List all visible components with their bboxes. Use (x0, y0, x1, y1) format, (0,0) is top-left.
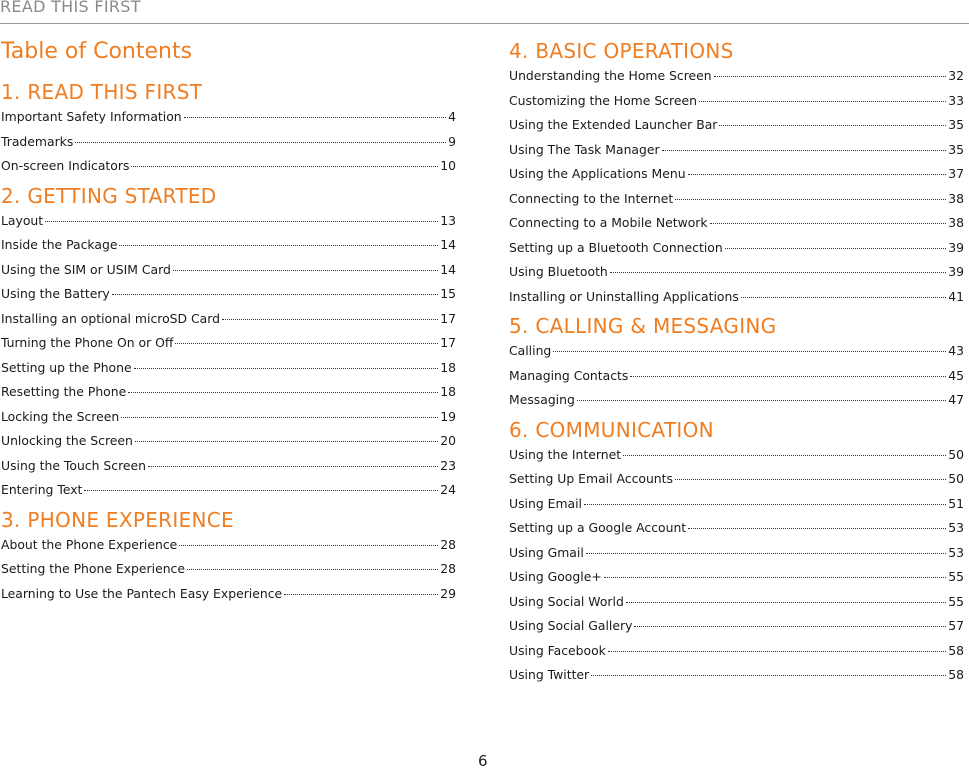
dot-leader (584, 504, 946, 505)
toc-entry-page: 39 (948, 239, 964, 255)
dot-leader (634, 626, 946, 627)
toc-entry-label: Setting up a Google Account (509, 520, 687, 535)
section-heading: 1. READ THIS FIRST (1, 80, 203, 104)
toc-entry[interactable] (509, 443, 964, 468)
dot-leader (608, 651, 946, 652)
toc-entry-label: Learning to Use the Pantech Easy Experience (1, 585, 283, 601)
toc-left-column (1, 38, 456, 610)
toc-entry[interactable] (1, 429, 456, 454)
toc-entry[interactable] (509, 211, 964, 236)
toc-entry[interactable] (509, 639, 964, 664)
page-number: 6 (478, 752, 488, 770)
toc-entry-page: 50 (948, 471, 964, 486)
toc-entry-label: Using the Touch Screen (1, 457, 146, 473)
toc-entry-page: 35 (948, 141, 964, 157)
toc-entry-label: Understanding the Home Screen (509, 68, 712, 83)
toc-entry-label: Entering Text (1, 482, 83, 497)
toc-entry[interactable] (509, 467, 964, 492)
toc-entry[interactable] (509, 364, 964, 389)
toc-entry[interactable] (1, 478, 456, 503)
dot-leader (119, 245, 438, 246)
toc-entry[interactable] (1, 258, 456, 283)
toc-section (1, 79, 456, 179)
dot-leader (131, 166, 438, 167)
toc-entry-label: Turning the Phone On or Off (1, 335, 174, 350)
toc-entry-label: Installing an optional microSD Card (1, 310, 220, 326)
toc-entry-page: 28 (440, 561, 456, 576)
toc-entry[interactable] (509, 89, 964, 114)
toc-entry-page: 39 (948, 264, 964, 279)
toc-entry-page: 18 (440, 384, 456, 399)
toc-section (509, 313, 964, 413)
dot-leader (134, 368, 439, 369)
dot-leader (610, 272, 946, 273)
dot-leader (553, 351, 946, 352)
dot-leader (630, 376, 946, 377)
dot-leader (604, 577, 947, 578)
dot-leader (710, 223, 947, 224)
toc-section (1, 183, 456, 503)
toc-entry[interactable] (509, 516, 964, 541)
dot-leader (623, 455, 946, 456)
toc-entry-page: 14 (440, 237, 456, 252)
toc-entry-page: 18 (440, 359, 456, 375)
toc-entry[interactable] (509, 285, 964, 310)
toc-entry[interactable] (1, 405, 456, 430)
toc-entry-label: Using Social Gallery (509, 618, 633, 633)
toc-entry[interactable] (1, 356, 456, 381)
toc-entry-page: 43 (948, 343, 964, 358)
toc-entry[interactable] (1, 307, 456, 332)
section-heading: 6. COMMUNICATION (509, 417, 714, 442)
toc-entry[interactable] (509, 492, 964, 517)
toc-entry[interactable] (509, 260, 964, 285)
dot-leader (135, 441, 438, 442)
dot-leader (591, 675, 946, 676)
toc-entry-page: 13 (440, 212, 456, 228)
dot-leader (148, 466, 438, 467)
toc-entry-page: 24 (440, 482, 456, 497)
toc-entry-page: 23 (440, 457, 456, 473)
section-heading: 5. CALLING & MESSAGING (509, 314, 777, 338)
dot-leader (84, 490, 438, 491)
running-header: READ THIS FIRST (0, 0, 141, 16)
toc-entry-label: Resetting the Phone (1, 384, 127, 399)
toc-entry[interactable] (1, 233, 456, 258)
toc-entry-label: Using Facebook (509, 642, 606, 658)
toc-entry[interactable] (509, 339, 964, 364)
toc-entry[interactable] (509, 388, 964, 413)
toc-entry-page: 38 (948, 190, 964, 206)
toc-entry-page: 55 (948, 569, 964, 584)
dot-leader (175, 343, 438, 344)
toc-entry-label: Setting up the Phone (1, 359, 132, 375)
toc-entry-page: 32 (948, 68, 964, 83)
toc-entry-label: Using Email (509, 495, 583, 511)
toc-entry-page: 15 (440, 286, 456, 301)
toc-entry-label: Locking the Screen (1, 408, 120, 424)
toc-entry-label: Using Gmail (509, 544, 584, 560)
toc-entry[interactable] (1, 557, 456, 582)
dot-leader (675, 199, 946, 200)
toc-entry-page: 55 (948, 593, 964, 609)
toc-entry[interactable] (1, 331, 456, 356)
right-sections (509, 38, 964, 688)
toc-entry-label: Setting Up Email Accounts (509, 471, 673, 486)
dot-leader (586, 553, 946, 554)
dot-leader (662, 150, 947, 151)
toc-entry-label: Using the Extended Launcher Bar (509, 117, 718, 132)
toc-entry-label: Using the SIM or USIM Card (1, 261, 171, 277)
toc-entry-page: 28 (440, 536, 456, 552)
toc-entry-label: Using the Battery (1, 286, 110, 301)
toc-entry[interactable] (509, 565, 964, 590)
toc-entry[interactable] (509, 590, 964, 615)
toc-entry[interactable] (1, 154, 456, 179)
toc-entry[interactable] (509, 663, 964, 688)
toc-entry-page: 37 (948, 166, 964, 181)
dot-leader (45, 221, 438, 222)
dot-leader (688, 528, 946, 529)
toc-entry-page: 20 (440, 433, 456, 448)
toc-entry-label: Using The Task Manager (509, 141, 660, 157)
page-title: Table of Contents (1, 39, 193, 64)
toc-entry-label: Connecting to the Internet (509, 190, 674, 206)
toc-entry-label: Using Social World (509, 593, 624, 609)
toc-right-column (509, 38, 964, 692)
toc-entry-page: 33 (948, 92, 964, 108)
toc-entry-page: 57 (948, 618, 964, 633)
toc-entry-label: Installing or Uninstalling Applications (509, 288, 739, 304)
section-heading: 4. BASIC OPERATIONS (509, 39, 734, 63)
toc-entry-page: 4 (448, 109, 456, 124)
header-divider (0, 23, 969, 24)
toc-entry-label: Connecting to a Mobile Network (509, 215, 708, 230)
toc-entry-page: 19 (440, 408, 456, 424)
toc-entry-page: 50 (948, 446, 964, 462)
dot-leader (187, 569, 438, 570)
toc-entry[interactable] (1, 209, 456, 234)
toc-entry-label: Using Google+ (509, 569, 602, 584)
toc-entry-label: On-screen Indicators (1, 158, 130, 173)
toc-entry-label: About the Phone Experience (1, 536, 178, 552)
dot-leader (222, 319, 438, 320)
left-sections (1, 79, 456, 606)
toc-entry-page: 53 (948, 544, 964, 560)
toc-entry[interactable] (509, 113, 964, 138)
toc-entry-label: Important Safety Information (1, 109, 182, 124)
toc-entry-label: Unlocking the Screen (1, 433, 133, 448)
toc-entry[interactable] (1, 582, 456, 607)
toc-entry-label: Setting up a Bluetooth Connection (509, 239, 723, 255)
toc-entry[interactable] (509, 64, 964, 89)
toc-entry[interactable] (1, 454, 456, 479)
toc-entry[interactable] (509, 162, 964, 187)
toc-entry-page: 53 (948, 520, 964, 535)
toc-entry[interactable] (1, 380, 456, 405)
toc-entry[interactable] (1, 282, 456, 307)
toc-entry-page: 9 (448, 133, 456, 149)
dot-leader (173, 270, 438, 271)
toc-entry-label: Using Bluetooth (509, 264, 608, 279)
toc-entry-page: 17 (440, 335, 456, 350)
dot-leader (675, 479, 946, 480)
dot-leader (688, 174, 947, 175)
toc-entry-label: Using Twitter (509, 667, 590, 682)
toc-entry-page: 17 (440, 310, 456, 326)
dot-leader (112, 294, 438, 295)
toc-entry-page: 58 (948, 667, 964, 682)
toc-entry-label: Messaging (509, 392, 575, 407)
dot-leader (714, 76, 947, 77)
dot-leader (741, 297, 946, 298)
toc-entry-page: 38 (948, 215, 964, 230)
toc-entry[interactable] (509, 541, 964, 566)
toc-entry-page: 51 (948, 495, 964, 511)
dot-leader (699, 101, 946, 102)
toc-entry-label: Setting the Phone Experience (1, 561, 185, 576)
toc-entry-page: 58 (948, 642, 964, 658)
dot-leader (284, 594, 438, 595)
dot-leader (128, 392, 438, 393)
toc-entry-page: 47 (948, 392, 964, 407)
dot-leader (179, 545, 438, 546)
dot-leader (75, 142, 446, 143)
toc-entry-label: Using the Applications Menu (509, 166, 686, 181)
toc-entry-label: Customizing the Home Screen (509, 92, 697, 108)
toc-entry[interactable] (509, 187, 964, 212)
section-heading: 2. GETTING STARTED (1, 183, 217, 208)
dot-leader (184, 117, 446, 118)
toc-section (1, 507, 456, 607)
toc-entry[interactable] (1, 533, 456, 558)
section-heading: 3. PHONE EXPERIENCE (1, 507, 234, 532)
toc-entry-page: 29 (440, 585, 456, 601)
dot-leader (725, 248, 947, 249)
toc-entry[interactable] (509, 236, 964, 261)
toc-entry[interactable] (509, 138, 964, 163)
toc-entry-label: Managing Contacts (509, 367, 629, 383)
toc-entry-page: 10 (440, 158, 456, 173)
toc-entry[interactable] (1, 105, 456, 130)
toc-entry-page: 14 (440, 261, 456, 277)
toc-entry-label: Using the Internet (509, 446, 622, 462)
dot-leader (577, 400, 946, 401)
dot-leader (626, 602, 946, 603)
toc-entry-label: Inside the Package (1, 237, 118, 252)
toc-entry-page: 41 (948, 288, 964, 304)
toc-entry-page: 35 (948, 117, 964, 132)
toc-entry-page: 45 (948, 367, 964, 383)
dot-leader (719, 125, 946, 126)
toc-entry-label: Calling (509, 343, 552, 358)
toc-entry-label: Layout (1, 212, 44, 228)
toc-entry-label: Trademarks (1, 133, 74, 149)
toc-entry[interactable] (509, 614, 964, 639)
toc-entry[interactable] (1, 130, 456, 155)
toc-section (509, 417, 964, 688)
dot-leader (121, 417, 438, 418)
toc-section (509, 38, 964, 309)
